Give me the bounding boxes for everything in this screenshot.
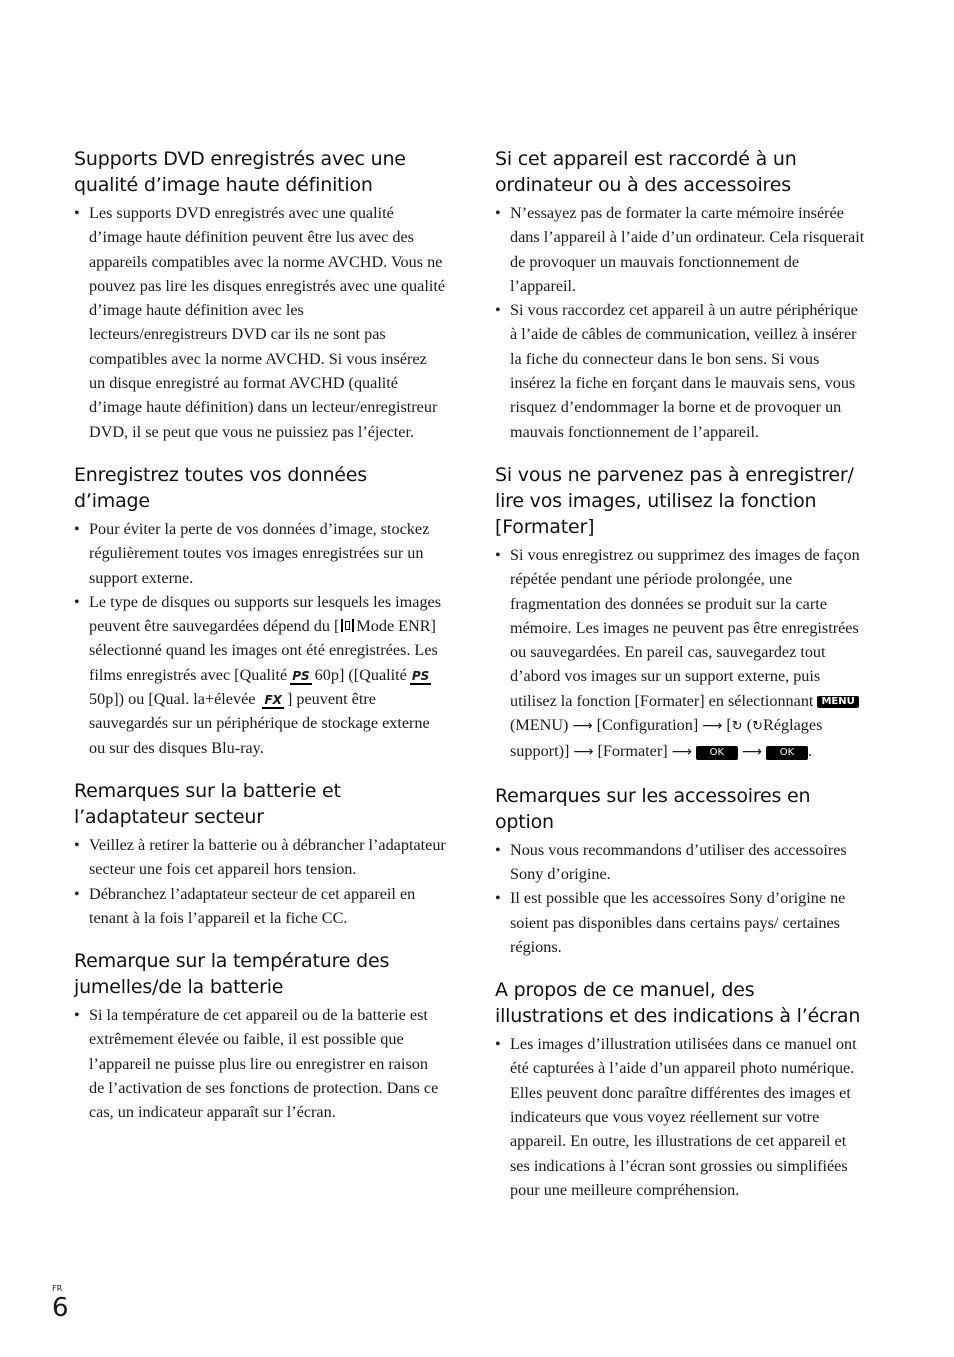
section-format bbox=[495, 462, 867, 765]
fx-quality-icon: FX bbox=[264, 693, 282, 708]
section-heading: Enregistrez toutes vos données d’image bbox=[74, 463, 367, 512]
section-heading: Remarques sur les accessoires en option bbox=[495, 784, 811, 833]
bullet-item: • N’essayez pas de formater la carte mémoire insérée dans l’appareil à l’aide d’un ordinateur. Cela risquerait de provoquer un mauvais fonctionnement de l’appareil. bbox=[495, 201, 867, 298]
text-run: 60p] ([Qualité bbox=[314, 665, 407, 684]
section-heading: Si vous ne parvenez pas à enregistrer/ lire vos images, utilisez la fonction [Formater] bbox=[495, 463, 854, 538]
bullet-item: • Si vous raccordez cet appareil à un autre périphérique à l’aide de câbles de communication, veillez à insérer la fiche du connecteur dans le bon sens. Si vous insérez la fiche en forçant dans le mauvais sens, vous risquez d’endommager la borne et de provoquer un mauvais fonctionnement de l’appareil. bbox=[495, 298, 867, 444]
text-run: 50p]) ou [Qual. la+élevée bbox=[89, 690, 256, 709]
text-run: ] peuvent être sauvegardés sur un périphérique de stockage externe ou sur des disques Blu-ray. bbox=[89, 690, 430, 757]
text-run: . bbox=[807, 742, 813, 761]
left-column bbox=[74, 146, 446, 1143]
arrow-right-icon: ⟶ bbox=[573, 744, 594, 761]
right-column bbox=[495, 146, 867, 1220]
bullet-item: • Les images d’illustration utilisées dans ce manuel ont été capturées à l’aide d’un appareil photo numérique. Elles peuvent donc paraître différentes des images et indicateurs que vous voyez réellement sur votre appareil. En outre, les illustrations de cet appareil et ses indications à l’écran sont grossies ou simplifiées pour une meilleure compréhension. bbox=[495, 1032, 867, 1202]
page-number: 6 bbox=[52, 1293, 69, 1323]
section-manual-illustrations bbox=[495, 977, 867, 1202]
arrow-right-icon: ⟶ bbox=[741, 744, 762, 761]
ok-button-icon: OK bbox=[696, 746, 738, 760]
bullet-item: • Il est possible que les accessoires Sony d’origine ne soient pas disponibles dans certains pays/ certaines régions. bbox=[495, 886, 867, 959]
menu-icon: MENU bbox=[817, 696, 858, 708]
setup-toolbox-icon: ↻ bbox=[731, 719, 743, 735]
bullet-item: • Si la température de cet appareil ou de la batterie est extrêmement élevée ou faible, il est possible que l’appareil ne puisse plus lire ou enregistrer en raison de l’activation de ses fonctions de protection. Dans ce cas, un indicateur apparaît sur l’écran. bbox=[74, 1003, 446, 1124]
text-run: [ bbox=[726, 716, 732, 735]
ps-quality-icon: PS bbox=[411, 668, 430, 683]
bullet-item: • Débranchez l’adaptateur secteur de cet appareil en tenant à la fois l’appareil et la fiche CC. bbox=[74, 882, 446, 931]
bullet-item: • Les supports DVD enregistrés avec une qualité d’image haute définition peuvent être lus avec des appareils compatibles avec la norme AVCHD. Vous ne pouvez pas lire les disques enregistrés avec une qualité d’image haute définition avec les lecteurs/enregistreurs DVD car ils ne sont pas compatibles avec la norme AVCHD. Si vous insérez un disque enregistré au format AVCHD (qualité d’image haute définition) dans un lecteur/enregistreur DVD, il se peut que vous ne puissiez pas l’éjecter. bbox=[74, 201, 446, 444]
text-run: Le type de disques ou supports sur lesquels les images peuvent être sauvegardées dépend du [ bbox=[89, 592, 442, 636]
text-run: [Configuration] bbox=[596, 716, 699, 735]
bullet-list bbox=[74, 517, 446, 760]
bullet-list bbox=[74, 201, 446, 444]
section-temperature bbox=[74, 948, 446, 1124]
text-run: (MENU) bbox=[510, 716, 569, 735]
bullet-list bbox=[495, 838, 867, 959]
section-heading: Remarque sur la température des jumelles/de la batterie bbox=[74, 950, 390, 999]
bullet-item bbox=[74, 590, 446, 760]
bullet-list bbox=[495, 201, 867, 444]
bullet-list bbox=[74, 1003, 446, 1124]
text-run: [Formater] bbox=[597, 742, 668, 761]
text-run: ( bbox=[746, 716, 753, 735]
bullet-item: • Pour éviter la perte de vos données d’image, stockez régulièrement toutes vos images enregistrées sur un support externe. bbox=[74, 517, 446, 590]
bullet-item: • Veillez à retirer la batterie ou à débrancher l’adaptateur secteur une fois cet appareil hors tension. bbox=[74, 833, 446, 882]
section-battery-adapter bbox=[74, 778, 446, 930]
section-dvd-hd bbox=[74, 146, 446, 444]
bullet-list bbox=[495, 543, 867, 765]
page-footer bbox=[52, 1284, 69, 1322]
bullet-item: • Nous vous recommandons d’utiliser des accessoires Sony d’origine. bbox=[495, 838, 867, 887]
arrow-right-icon: ⟶ bbox=[671, 744, 692, 761]
section-heading: A propos de ce manuel, des illustrations et des indications à l’écran bbox=[495, 979, 861, 1028]
section-heading: Remarques sur la batterie et l’adaptateur secteur bbox=[74, 779, 341, 828]
section-computer-accessories bbox=[495, 146, 867, 444]
section-heading: Supports DVD enregistrés avec une qualité d’image haute définition bbox=[74, 148, 406, 196]
language-code: FR bbox=[52, 1284, 63, 1293]
arrow-right-icon: ⟶ bbox=[702, 718, 723, 735]
section-optional-accessories bbox=[495, 783, 867, 959]
arrow-right-icon: ⟶ bbox=[572, 718, 593, 735]
text-run: Mode ENR] sélectionné quand les images ont été enregistrées. Les films enregistrés avec [Qualité bbox=[89, 617, 438, 684]
ok-button-icon: OK bbox=[766, 746, 808, 760]
ps-quality-icon: PS bbox=[292, 668, 310, 683]
text-run: Si vous enregistrez ou supprimez des images de façon répétée pendant une période prolongée, une fragmentation des données se produit sur la carte mémoire. Les images ne peuvent pas être enregistrées ou sauvegardées. En pareil cas, sauvegardez tout d’abord vos images sur un support externe, puis utilisez la fonction [Formater] en sélectionnant bbox=[510, 545, 860, 710]
bullet-list bbox=[495, 1032, 867, 1202]
text-run: Réglages support)] bbox=[510, 716, 823, 761]
section-save-data bbox=[74, 462, 446, 760]
section-heading: Si cet appareil est raccordé à un ordinateur ou à des accessoires bbox=[495, 148, 797, 196]
media-settings-icon: ↻ bbox=[752, 719, 764, 735]
bullet-list bbox=[74, 833, 446, 930]
bullet-item bbox=[495, 543, 867, 765]
film-mode-icon bbox=[341, 619, 354, 632]
